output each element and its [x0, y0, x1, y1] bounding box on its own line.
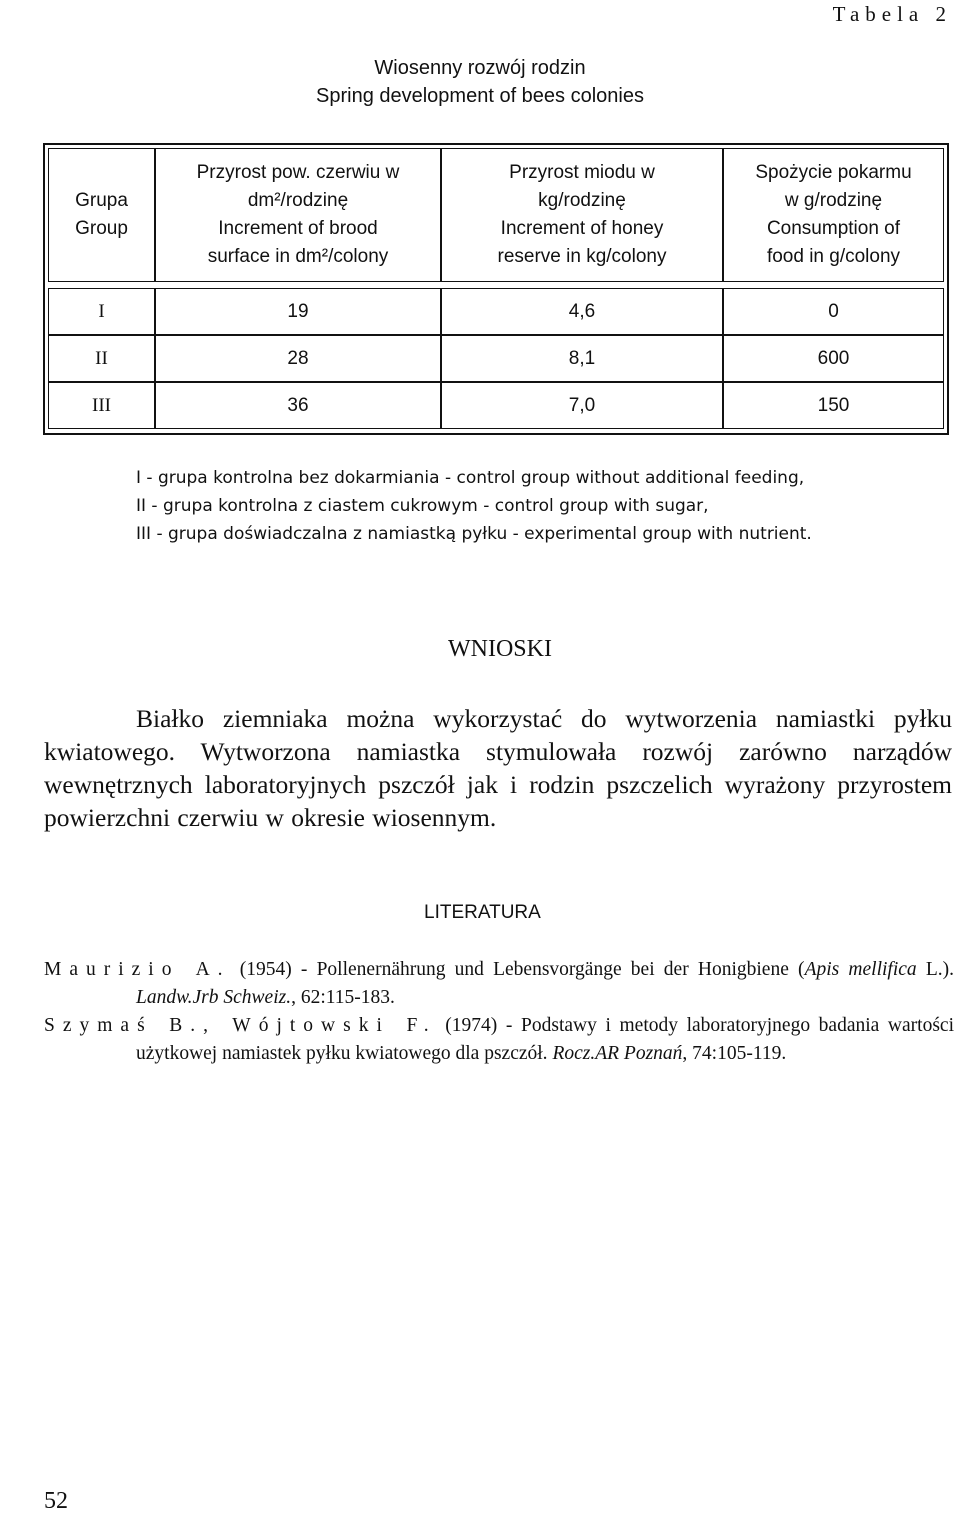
header-brood-line-4: surface in dm²/colony	[207, 246, 389, 267]
header-group-en: Group	[75, 218, 128, 239]
reference-item	[44, 1012, 954, 1068]
header-food	[724, 149, 943, 281]
header-brood-line-1: Przyrost pow. czerwiu w	[196, 162, 400, 183]
table-cell-group: I	[49, 289, 156, 334]
reference-pages: , 74:105-119.	[682, 1043, 787, 1064]
header-honey-line-4: reserve in kg/colony	[497, 246, 667, 267]
header-food-line-3: Consumption of	[766, 218, 901, 239]
table-cell-honey: 8,1	[442, 336, 724, 381]
table-legend	[136, 464, 812, 548]
header-food-line-2: w g/rodzinę	[784, 190, 883, 211]
table-cell-group: III	[49, 383, 156, 428]
header-group-pl: Grupa	[75, 190, 128, 211]
table-cell-brood: 28	[156, 336, 442, 381]
reference-journal: Landw.Jrb Schweiz.	[136, 987, 292, 1008]
table-row	[49, 289, 943, 336]
table-cell-brood: 36	[156, 383, 442, 428]
header-brood-line-2: dm²/rodzinę	[247, 190, 349, 211]
legend-item: II - grupa kontrolna z ciastem cukrowym - control group with sugar,	[136, 496, 709, 516]
header-brood-line-3: Increment of brood	[218, 218, 378, 239]
data-table	[43, 143, 949, 435]
table-row	[49, 383, 943, 428]
reference-author: Maurizio A.	[44, 959, 231, 980]
legend-item: I - grupa kontrolna bez dokarmiania - control group without additional feeding,	[136, 468, 805, 488]
legend-item: III - grupa doświadczalna z namiastką pyłku - experimental group with nutrient.	[136, 524, 812, 544]
table-header-row	[48, 148, 944, 282]
table-cell-honey: 7,0	[442, 383, 724, 428]
reference-text: (1954) - Pollenernährung und Lebensvorgänge bei der Honigbiene (	[230, 959, 805, 980]
header-food-line-1: Spożycie pokarmu	[755, 162, 912, 183]
table-cell-honey: 4,6	[442, 289, 724, 334]
header-brood	[156, 149, 442, 281]
table-cell-food: 600	[817, 347, 850, 369]
table-cell-food: 150	[817, 394, 850, 416]
table-cell-food: 0	[828, 300, 839, 322]
table-row	[49, 336, 943, 383]
reference-species: Apis mellifica	[804, 959, 917, 980]
references-heading: LITERATURA	[424, 902, 541, 923]
header-food-line-4: food in g/colony	[766, 246, 901, 267]
table-title-polish: Wiosenny rozwój rodzin	[374, 57, 586, 79]
reference-pages: , 62:115-183.	[291, 987, 395, 1008]
header-group	[49, 149, 156, 281]
header-honey	[442, 149, 724, 281]
header-honey-line-3: Increment of honey	[500, 218, 664, 239]
table-body	[48, 288, 944, 429]
table-label: Tabela 2	[832, 2, 952, 26]
conclusions-heading: WNIOSKI	[448, 636, 552, 662]
header-honey-line-1: Przyrost miodu w	[509, 162, 655, 183]
header-honey-line-2: kg/rodzinę	[538, 190, 626, 211]
table-title-english: Spring development of bees colonies	[316, 85, 644, 107]
reference-text: (1974) - Podstawy i metody laboratoryjnego badania wartości użytkowej namiastek pyłku kwiatowego dla pszczół.	[136, 1015, 954, 1064]
reference-author: Szymaś B., Wójtowski F.	[44, 1015, 437, 1036]
table-cell-group: II	[49, 336, 156, 381]
page-number: 52	[44, 1488, 68, 1514]
conclusions-paragraph: Białko ziemniaka można wykorzystać do wytworzenia namiastki pyłku kwiatowego. Wytworzona namiastka stymulowała rozwój zarówno narządów wewnętrznych laboratoryjnych pszczół jak i rodzin pszczelich wyrażony przyrostem powierzchni czerwiu w okresie wiosennym.	[44, 704, 952, 832]
table-cell-brood: 19	[156, 289, 442, 334]
reference-text: L.).	[916, 959, 954, 980]
reference-item	[44, 956, 954, 1012]
reference-journal: Rocz.AR Poznań	[552, 1043, 683, 1064]
